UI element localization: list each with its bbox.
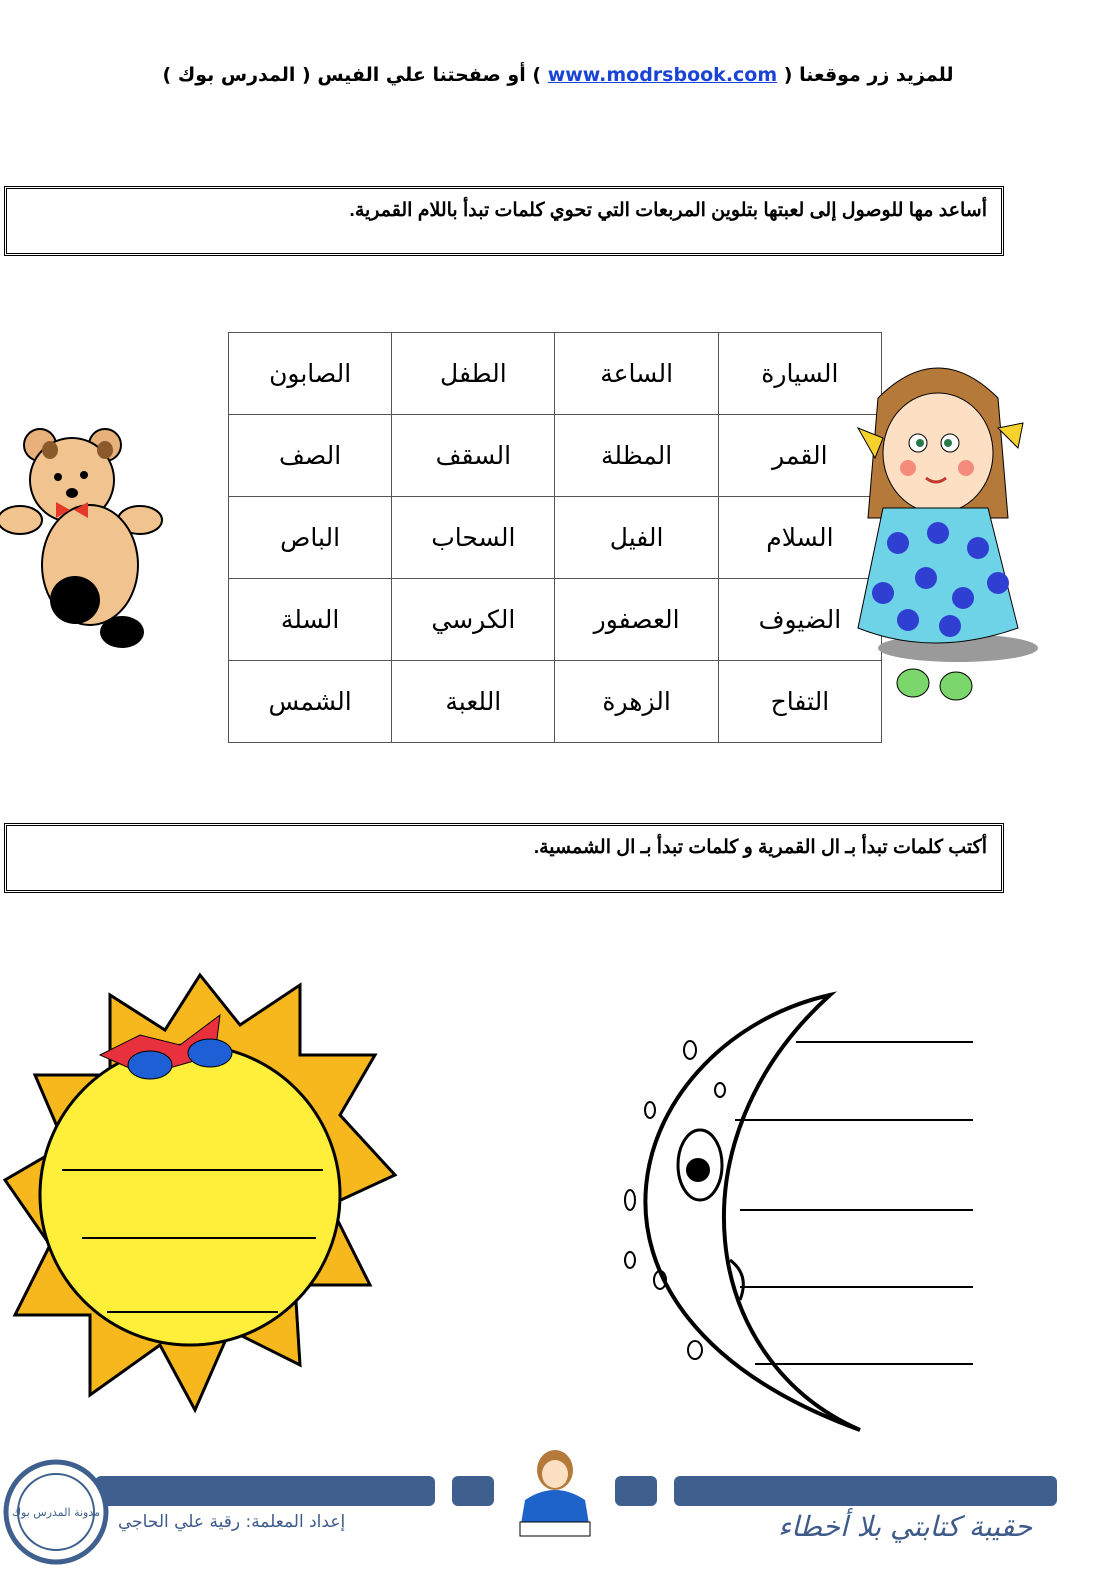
word-cell[interactable]: الفيل (555, 497, 718, 579)
header-suffix: ) أو صفحتنا علي الفيس ( المدرس بوك ) (162, 64, 542, 86)
word-cell[interactable]: الضيوف (718, 579, 881, 661)
grid-row (229, 415, 882, 497)
footer-bar-right (674, 1476, 1057, 1506)
instruction-color-text: أساعد مها للوصول إلى لعبتها بتلوين المربعات التي تحوي كلمات تبدأ باللام القمرية. (349, 200, 987, 221)
word-cell[interactable]: السقف (392, 415, 555, 497)
word-cell[interactable]: الكرسي (392, 579, 555, 661)
header-prefix: للمزيد زر موقعنا ( (783, 64, 954, 86)
instruction-box-color (4, 186, 1004, 256)
word-cell[interactable]: السلام (718, 497, 881, 579)
word-cell[interactable]: السيارة (718, 333, 881, 415)
svg-text:مدونة المدرس بوك: مدونة المدرس بوك (11, 1506, 101, 1519)
sun-image (0, 965, 400, 1430)
word-cell[interactable]: الزهرة (555, 661, 718, 743)
word-cell[interactable]: الشمس (229, 661, 392, 743)
word-cell[interactable]: الصابون (229, 333, 392, 415)
word-cell[interactable]: الباص (229, 497, 392, 579)
footer-bar-left (95, 1476, 435, 1506)
moon-image (570, 990, 980, 1445)
word-cell[interactable]: التفاح (718, 661, 881, 743)
instruction-write-text: أكتب كلمات تبدأ بـ ال القمرية و كلمات تبدأ بـ ال الشمسية. (533, 837, 987, 858)
word-cell[interactable]: الساعة (555, 333, 718, 415)
footer-bar-small-right (615, 1476, 657, 1506)
word-cell[interactable]: الطفل (392, 333, 555, 415)
word-cell[interactable]: القمر (718, 415, 881, 497)
word-cell[interactable]: السلة (229, 579, 392, 661)
teddy-bear-image (0, 425, 170, 650)
footer-bar-small-left (452, 1476, 494, 1506)
teacher-credit: إعداد المعلمة: رقية علي الحاجي (118, 1512, 346, 1532)
stamp-logo (2, 1458, 110, 1566)
site-link[interactable]: www.modrsbook.com (547, 64, 778, 86)
instruction-box-write (4, 823, 1004, 893)
header-line (0, 64, 1116, 86)
series-title: حقيبة كتابتي بلا أخطاء (778, 1510, 1033, 1543)
word-cell[interactable]: العصفور (555, 579, 718, 661)
word-cell[interactable]: اللعبة (392, 661, 555, 743)
girl-image (838, 358, 1038, 708)
word-cell[interactable]: السحاب (392, 497, 555, 579)
word-grid (228, 332, 882, 743)
word-cell[interactable]: المظلة (555, 415, 718, 497)
word-cell[interactable]: الصف (229, 415, 392, 497)
writing-girl-image (505, 1440, 605, 1540)
grid-row (229, 333, 882, 415)
grid-row (229, 579, 882, 661)
grid-row (229, 661, 882, 743)
grid-row (229, 497, 882, 579)
